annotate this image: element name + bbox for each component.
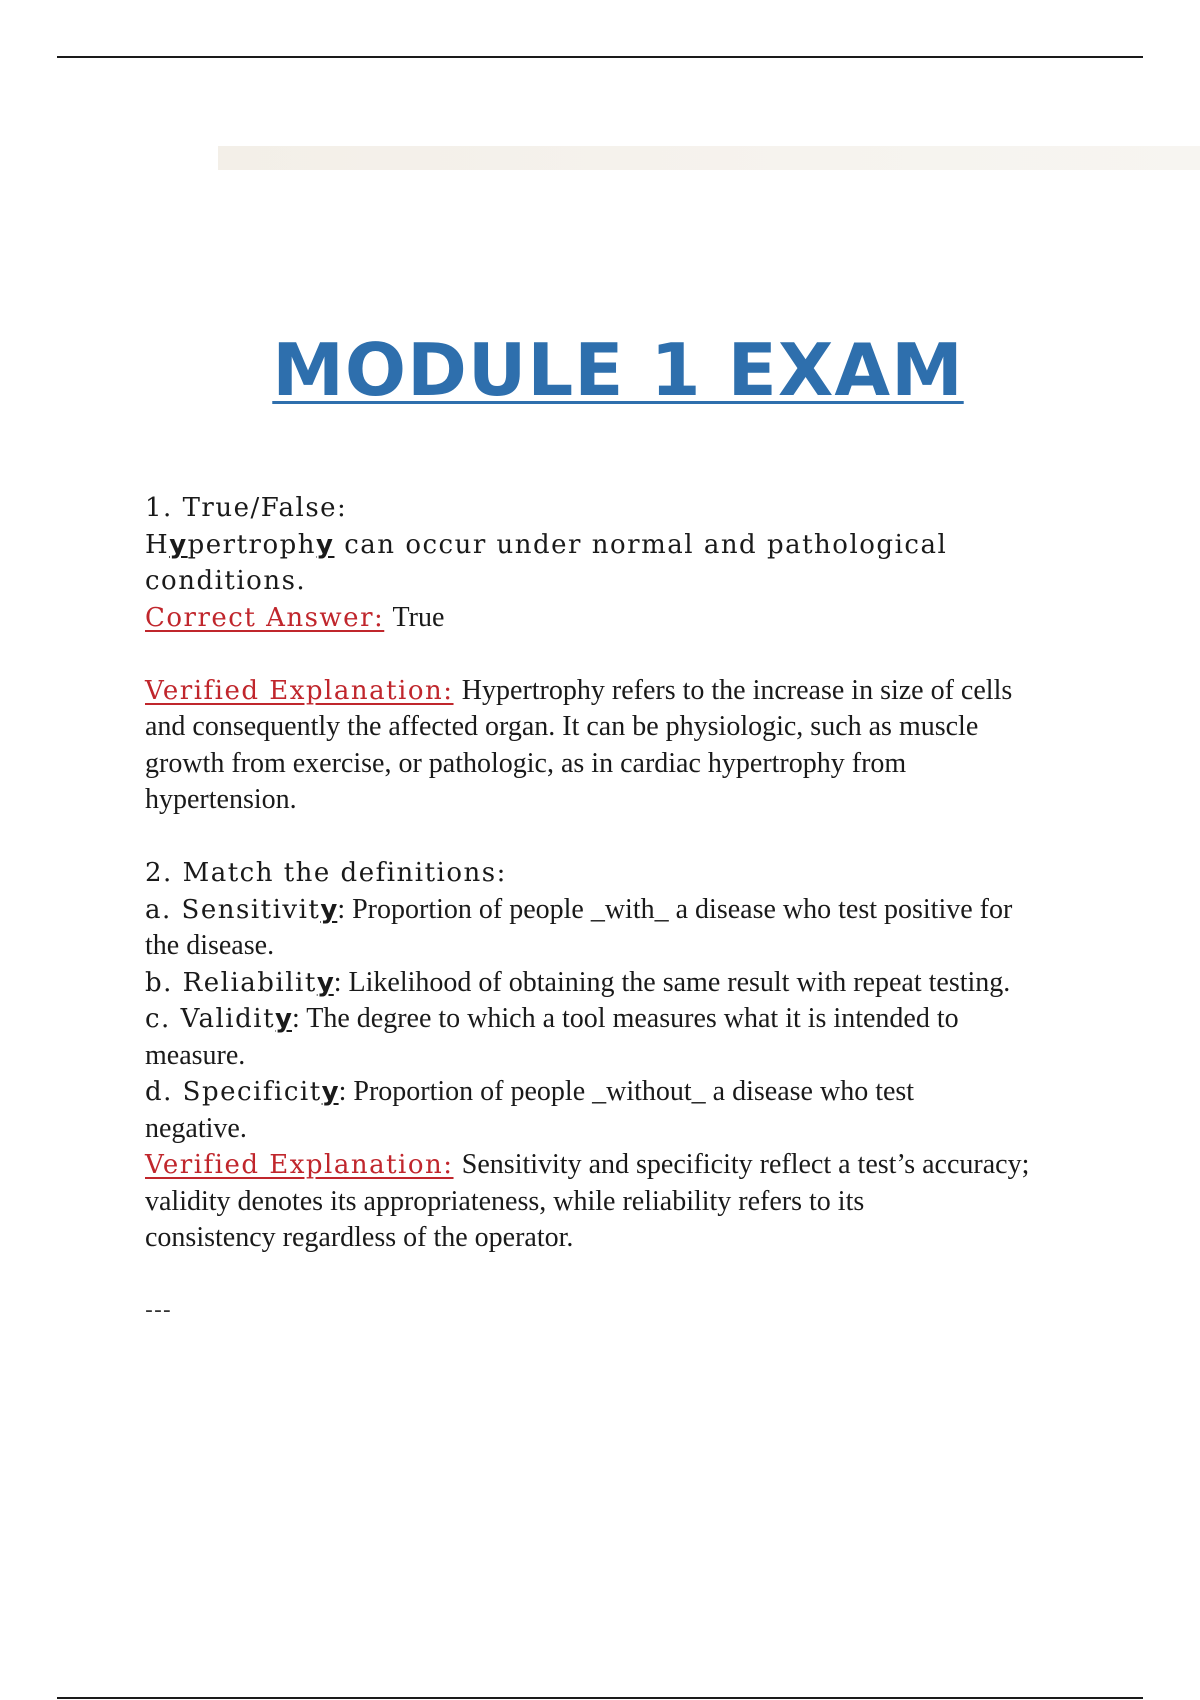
q2-item-b-def: : Likelihood of obtaining the same result with repeat testing. <box>333 966 1011 998</box>
q1-explanation-text1: Hypertrophy refers to the increase in size of cells <box>461 674 1013 706</box>
q1-statement-line2: conditions. <box>145 566 307 596</box>
q2-item-a-term-y: y <box>320 894 338 925</box>
q1-explanation-line4: hypertension. <box>145 784 297 815</box>
q2-item-c-line1 <box>145 1001 1105 1038</box>
q1-statement-mid: pertroph <box>187 529 317 560</box>
q1-statement-pre: H <box>145 529 170 560</box>
q2-item-b-term: b. Reliabilit <box>145 967 317 998</box>
q1-statement-y2: y <box>316 529 335 560</box>
page-title-text: MODULE 1 EXAM <box>272 328 964 412</box>
header-band <box>218 146 1200 170</box>
q2-item-a-line1 <box>145 892 1105 929</box>
spacer <box>145 636 1105 673</box>
q1-statement-y1: y <box>169 529 188 560</box>
section-separator: --- <box>145 1298 172 1323</box>
q2-item-d-line1 <box>145 1074 1105 1111</box>
exam-content <box>145 490 1105 1330</box>
q2-item-c-term-y: y <box>275 1004 292 1034</box>
q2-item-c-term: c. Validit <box>145 1004 276 1034</box>
q2-item-a-line2: the disease. <box>145 930 275 961</box>
q1-explanation-line2: and consequently the affected organ. It can be physiologic, such as muscle <box>145 711 979 742</box>
q2-item-a-term: a. Sensitivit <box>145 894 321 925</box>
q1-statement-line1 <box>145 527 1105 564</box>
q1-heading: 1. True/False: <box>145 493 348 523</box>
q2-item-d-term-y: y <box>321 1077 339 1107</box>
q1-statement-post: can occur under normal and pathological <box>334 529 948 560</box>
q2-explanation-text1: Sensitivity and specificity reflect a test’s accuracy; <box>461 1149 1030 1180</box>
top-rule <box>57 56 1143 58</box>
q2-item-d-def: : Proportion of people _without_ a disease who test <box>338 1076 915 1107</box>
q1-explanation-label: Verified Explanation: <box>145 675 454 706</box>
q2-item-d-line2: negative. <box>145 1112 247 1144</box>
q2-item-c-def: : The degree to which a tool measures what it is intended to <box>291 1003 959 1034</box>
q2-item-d-term: d. Specificit <box>145 1077 322 1107</box>
q2-item-b-line1 <box>145 965 1105 1002</box>
q1-answer-value: True <box>392 601 445 633</box>
spacer <box>145 819 1105 856</box>
q2-item-b-term-y: y <box>316 967 334 998</box>
bottom-rule <box>57 1697 1143 1699</box>
spacer <box>145 1257 1105 1294</box>
page-title <box>0 320 1200 420</box>
q2-explanation-line2: validity denotes its appropriateness, while reliability refers to its <box>145 1185 865 1217</box>
q2-explanation-line1 <box>145 1147 1105 1184</box>
q2-item-c-line2: measure. <box>145 1039 246 1071</box>
q1-answer <box>145 600 1105 637</box>
q2-heading: 2. Match the definitions: <box>145 858 507 888</box>
q2-explanation-label: Verified Explanation: <box>145 1150 454 1180</box>
q2-explanation-line3: consistency regardless of the operator. <box>145 1222 574 1253</box>
q1-explanation-line1 <box>145 673 1105 710</box>
q2-item-a-def: : Proportion of people _with_ a disease who test positive for <box>337 893 1013 925</box>
q1-explanation-line3: growth from exercise, or pathologic, as in cardiac hypertrophy from <box>145 747 907 779</box>
q1-answer-label: Correct Answer: <box>145 602 385 633</box>
